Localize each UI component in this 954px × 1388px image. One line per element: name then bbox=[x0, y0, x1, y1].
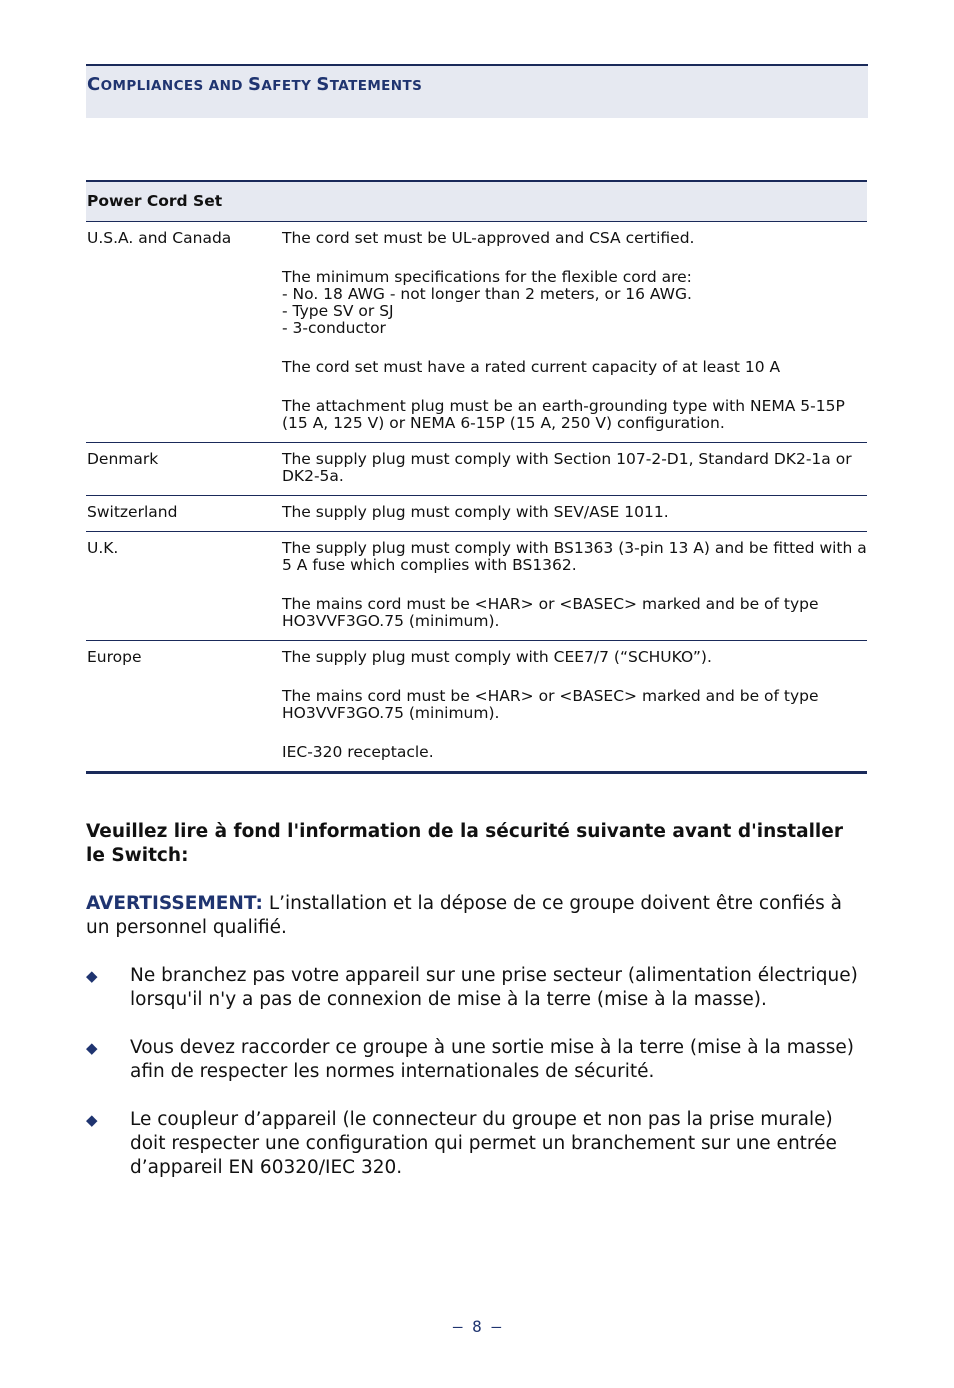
diamond-bullet-icon: ◆ bbox=[86, 1111, 98, 1129]
spec-text: The attachment plug must be an earth-grounding type with NEMA 5-15P (15 A, 125 V) or NEMA 6-15P (15 A, 250 V) configuration. bbox=[282, 397, 845, 432]
spec-text: The minimum specifications for the flexible cord are: - No. 18 AWG - not longer than 2 meters, or 16 AWG. - Type SV or SJ - 3-conductor bbox=[282, 268, 692, 337]
bullet-text: Ne branchez pas votre appareil sur une prise secteur (alimentation électrique) lorsqu'il n'y a pas de connexion de mise à la terre (mise à la masse). bbox=[130, 965, 858, 1010]
table-row bbox=[86, 641, 867, 773]
table-header-row bbox=[86, 181, 867, 222]
spec-text: The supply plug must comply with SEV/ASE 1011. bbox=[282, 503, 669, 521]
spec-text: The cord set must have a rated current capacity of at least 10 A bbox=[282, 358, 781, 376]
french-bullet-list bbox=[86, 964, 868, 1180]
list-item bbox=[86, 964, 868, 1012]
spec-text: The cord set must be UL-approved and CSA certified. bbox=[282, 229, 695, 247]
diamond-bullet-icon: ◆ bbox=[86, 1039, 98, 1057]
bullet-text: Vous devez raccorder ce groupe à une sortie mise à la terre (mise à la masse) afin de respecter les normes internationales de sécurité. bbox=[130, 1037, 855, 1082]
list-item bbox=[86, 1036, 868, 1084]
spec-text: The mains cord must be <HAR> or <BASEC> marked and be of type HO3VVF3GO.75 (minimum). bbox=[282, 687, 819, 722]
region-cell: U.K. bbox=[86, 532, 282, 641]
region-cell: U.S.A. and Canada bbox=[86, 222, 282, 443]
bullet-text: Le coupleur d’appareil (le connecteur du groupe et non pas la prise murale) doit respecter une configuration qui permet un branchement sur une entrée d’appareil EN 60320/IEC 320. bbox=[130, 1109, 837, 1178]
specs-cell bbox=[282, 443, 867, 496]
region-cell: Europe bbox=[86, 641, 282, 773]
spec-text: The supply plug must comply with Section 107-2-D1, Standard DK2-1a or DK2-5a. bbox=[282, 450, 852, 485]
table-row bbox=[86, 443, 867, 496]
section-title: COMPLIANCES AND SAFETY STATEMENTS bbox=[87, 74, 423, 95]
specs-cell bbox=[282, 532, 867, 641]
spec-text: The supply plug must comply with BS1363 (3-pin 13 A) and be fitted with a 5 A fuse which complies with BS1362. bbox=[282, 539, 867, 574]
power-cord-table bbox=[86, 180, 867, 774]
table-row bbox=[86, 222, 867, 443]
running-header bbox=[86, 64, 868, 118]
spec-text: IEC-320 receptacle. bbox=[282, 743, 434, 761]
french-lead: Veuillez lire à fond l'information de la sécurité suivante avant d'installer le Switch: bbox=[86, 821, 843, 866]
warning-text: L’installation et la dépose de ce groupe doivent être confiés à un personnel qualifié. bbox=[86, 893, 843, 938]
specs-cell bbox=[282, 222, 867, 443]
region-cell: Switzerland bbox=[86, 496, 282, 532]
warning-label: AVERTISSEMENT: bbox=[86, 893, 263, 914]
table-heading: Power Cord Set bbox=[86, 181, 867, 222]
french-safety-section bbox=[86, 820, 868, 1204]
region-cell: Denmark bbox=[86, 443, 282, 496]
specs-cell bbox=[282, 496, 867, 532]
table-row bbox=[86, 496, 867, 532]
spec-text: The mains cord must be <HAR> or <BASEC> marked and be of type HO3VVF3GO.75 (minimum). bbox=[282, 595, 819, 630]
list-item bbox=[86, 1108, 868, 1180]
french-warning bbox=[86, 892, 868, 940]
spec-text: The supply plug must comply with CEE7/7 (“SCHUKO”). bbox=[282, 648, 712, 666]
specs-cell bbox=[282, 641, 867, 773]
table-row bbox=[86, 532, 867, 641]
diamond-bullet-icon: ◆ bbox=[86, 967, 98, 985]
page-number: – 8 – bbox=[452, 1317, 502, 1336]
